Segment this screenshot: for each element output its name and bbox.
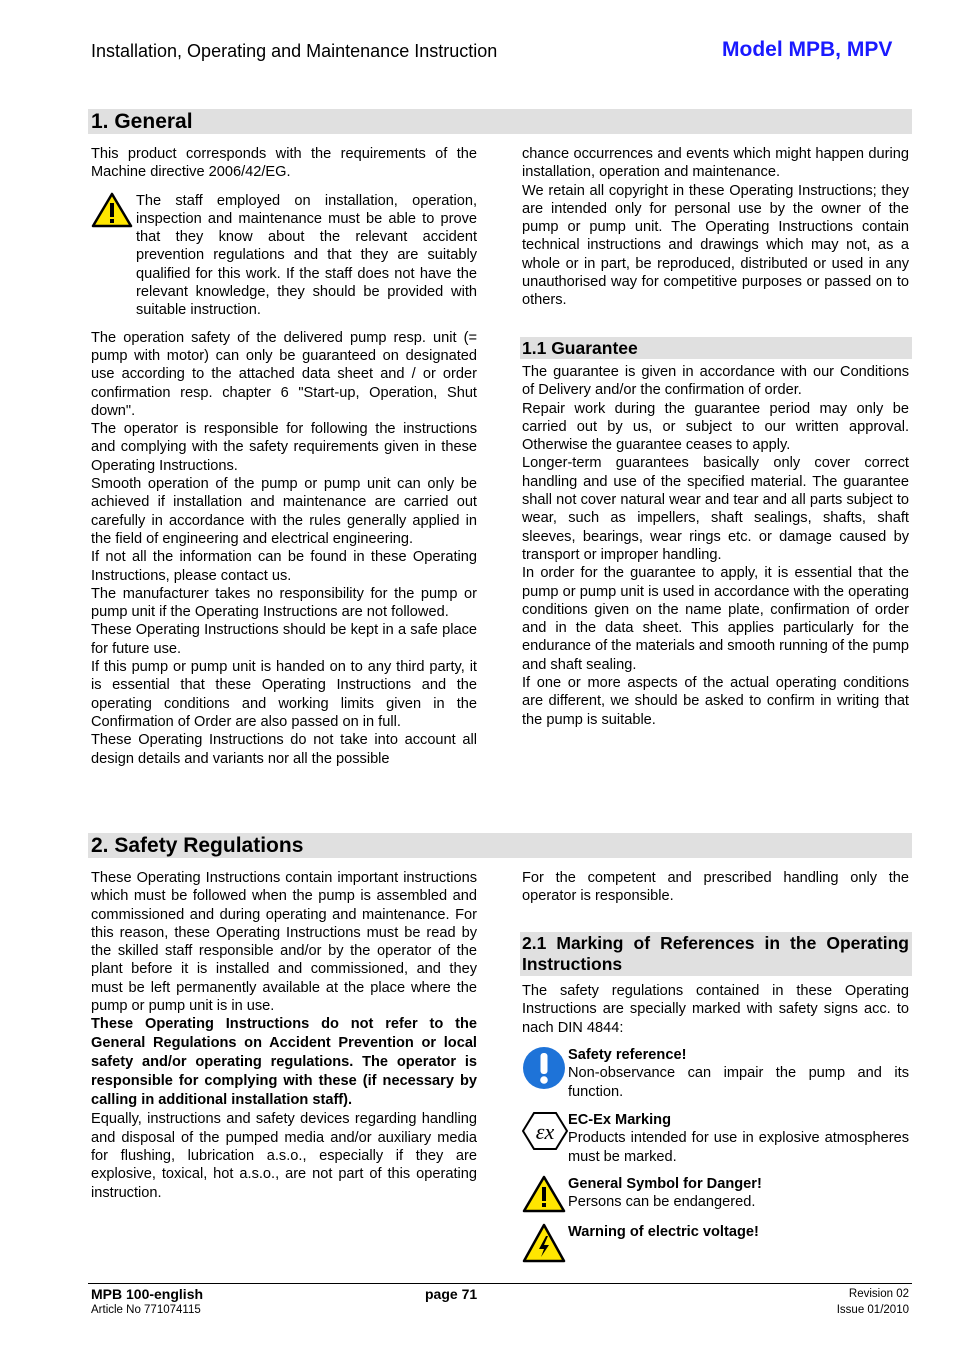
- footer-page: page 71: [425, 1286, 478, 1302]
- exclamation-circle-icon: [522, 1046, 568, 1101]
- footer-revision: Revision 02: [848, 1288, 909, 1300]
- footer-issue: Issue 01/2010: [836, 1304, 909, 1316]
- item-title: General Symbol for Danger!: [568, 1176, 762, 1192]
- general-left-column: [91, 145, 477, 768]
- safety-left-column: [91, 869, 477, 1202]
- paragraph: Smooth operation of the pump or pump unit can only be achieved if installation and maintenance are carried out carefully in accordance with the rules generally applied in the field of engineering and electrical engineering.: [91, 476, 477, 547]
- danger-item: [522, 1175, 909, 1218]
- guarantee-bar: [520, 337, 912, 359]
- section-general-title: 1. General: [91, 110, 193, 133]
- paragraph: These Operating Instructions do not take into account all design details and variants nor all the possible: [91, 732, 477, 767]
- document-title: Installation, Operating and Maintenance Instruction: [91, 41, 498, 61]
- footer-divider: [88, 1283, 912, 1284]
- marking-bar: [520, 932, 912, 976]
- paragraph: In order for the guarantee to apply, it is essential that the pump or pump unit is used in accordance with the operating conditions given on the name plate, confirmation of order and in the data sheet. This applies particularly for the endurance of the materials and smooth running of the pump and shaft sealing.: [522, 565, 909, 673]
- paragraph: If one or more aspects of the actual operating conditions are different, we should be asked to confirm in writing that the pump is suitable.: [522, 675, 909, 728]
- paragraph: For the competent and prescribed handling only the operator is responsible.: [522, 870, 909, 905]
- paragraph: If not all the information can be found in these Operating Instructions, please contact us.: [91, 549, 477, 584]
- item-text: Products intended for use in explosive atmospheres must be marked.: [568, 1130, 909, 1165]
- voltage-item: [522, 1223, 909, 1268]
- staff-warning-text: The staff employed on installation, operation, inspection and maintenance must be able to prove that they know about the relevant accident prevention regulations and that they are suitably qualified for this work. If the staff does not have the relevant knowledge, they should be provided with suitable instruction.: [136, 192, 477, 319]
- item-title: Warning of electric voltage!: [568, 1224, 759, 1240]
- general-right-column: [522, 145, 909, 310]
- item-text: Persons can be endangered.: [568, 1194, 756, 1211]
- warning-triangle-icon: [91, 192, 136, 320]
- paragraph: Longer-term guarantees basically only cover correct handling and use of the specified material. The guarantee shall not cover natural wear and tear and all parts subject to wear, such as impellers, shaft sealings, shafts, shaft sleeves, bearings, wear rings etc. or damage caused by transport or improper handling.: [522, 455, 909, 563]
- item-text: Non-observance can impair the pump and its function.: [568, 1065, 909, 1100]
- paragraph: We retain all copyright in these Operating Instructions; they are intended only for personal use by the owner of the pump or pump unit. The Operating Instructions contain technical instructions and drawings which may not, as a whole or in part, be reproduced, distributed or used in any unauthorised way for competitive purposes or passed on to others.: [522, 182, 909, 309]
- paragraph: Equally, instructions and safety devices regarding handling and disposal of the pumped media and/or auxiliary media for flushing, lubrication a.s.o., especially if they are explosive, toxical, hot a.s.o., are not part of this operating instruction.: [91, 1111, 477, 1201]
- bold-notice: These Operating Instructions do not refer to the General Regulations on Accident Prevention or local safety and/or operating regulations. The operator is responsible for complying with these (if necessary by calling in additional installation staff).: [91, 1016, 477, 1109]
- paragraph: Repair work during the guarantee period may only be carried out by us, or subject to our written approval. Otherwise the guarantee ceases to apply.: [522, 400, 909, 454]
- footer-article: Article No 771074115: [91, 1304, 201, 1316]
- paragraph: The manufacturer takes no responsibility for the pump or pump unit if the Operating Instructions are not followed.: [91, 585, 477, 621]
- ex-hexagon-icon: [522, 1111, 568, 1166]
- safety-reference-item: [522, 1046, 909, 1101]
- model-title: Model MPB, MPV: [722, 38, 893, 61]
- safety-right-column: [522, 869, 909, 906]
- paragraph: chance occurrences and events which might happen during installation, operation and maintenance.: [522, 146, 909, 181]
- paragraph: The operator is responsible for following the instructions and complying with the safety requirements given in these Operating Instructions.: [91, 421, 477, 474]
- electric-voltage-icon: [522, 1223, 568, 1268]
- guarantee-text: [522, 363, 909, 729]
- section-general-bar: [88, 109, 912, 134]
- paragraph: The safety regulations contained in these Operating Instructions are specially marked with safety signs acc. to nach DIN 4844:: [522, 983, 909, 1036]
- paragraph: These Operating Instructions should be kept in a safe place for future use.: [91, 622, 477, 657]
- footer-doc: MPB 100-english: [91, 1286, 204, 1302]
- danger-triangle-icon: [522, 1175, 568, 1218]
- section-safety-title: 2. Safety Regulations: [91, 834, 304, 857]
- paragraph: These Operating Instructions contain important instructions which must be followed when the pump is assembled and commissioned and during operating and maintenance. For this reason, these Operating Instructions must be read by the skilled staff responsible and/or by the operator of the plant before it is installed and commissioned, and they must be left permanently available at the place where the pump or pump unit is in use.: [91, 870, 477, 1015]
- item-title: Safety reference!: [568, 1047, 687, 1063]
- marking-intro: [522, 982, 909, 1037]
- paragraph: The operation safety of the delivered pump resp. unit (= pump with motor) can only be guaranteed on designated use according to the attached data sheet and / or order confirmation resp. chapter 6 "Start-up, Operation, Shut down".: [91, 329, 477, 419]
- paragraph: The guarantee is given in accordance with our Conditions of Delivery and/or the confirmation of order.: [522, 364, 909, 399]
- marking-title: 2.1 Marking of References in the Operating Instructions: [522, 933, 909, 974]
- section-safety-bar: [88, 833, 912, 858]
- staff-warning-block: [91, 192, 477, 320]
- svg-text:εx: εx: [535, 1119, 555, 1144]
- paragraph: If this pump or pump unit is handed on to any third party, it is essential that these Operating Instructions and the operating conditions and working limits given in the Confirmation of Order are also passed on in full.: [91, 659, 477, 730]
- ex-marking-item: [522, 1111, 909, 1166]
- item-title: EC-Ex Marking: [568, 1112, 671, 1128]
- guarantee-title: 1.1 Guarantee: [522, 338, 638, 358]
- general-intro: This product corresponds with the requirements of the Machine directive 2006/42/EG.: [91, 146, 477, 181]
